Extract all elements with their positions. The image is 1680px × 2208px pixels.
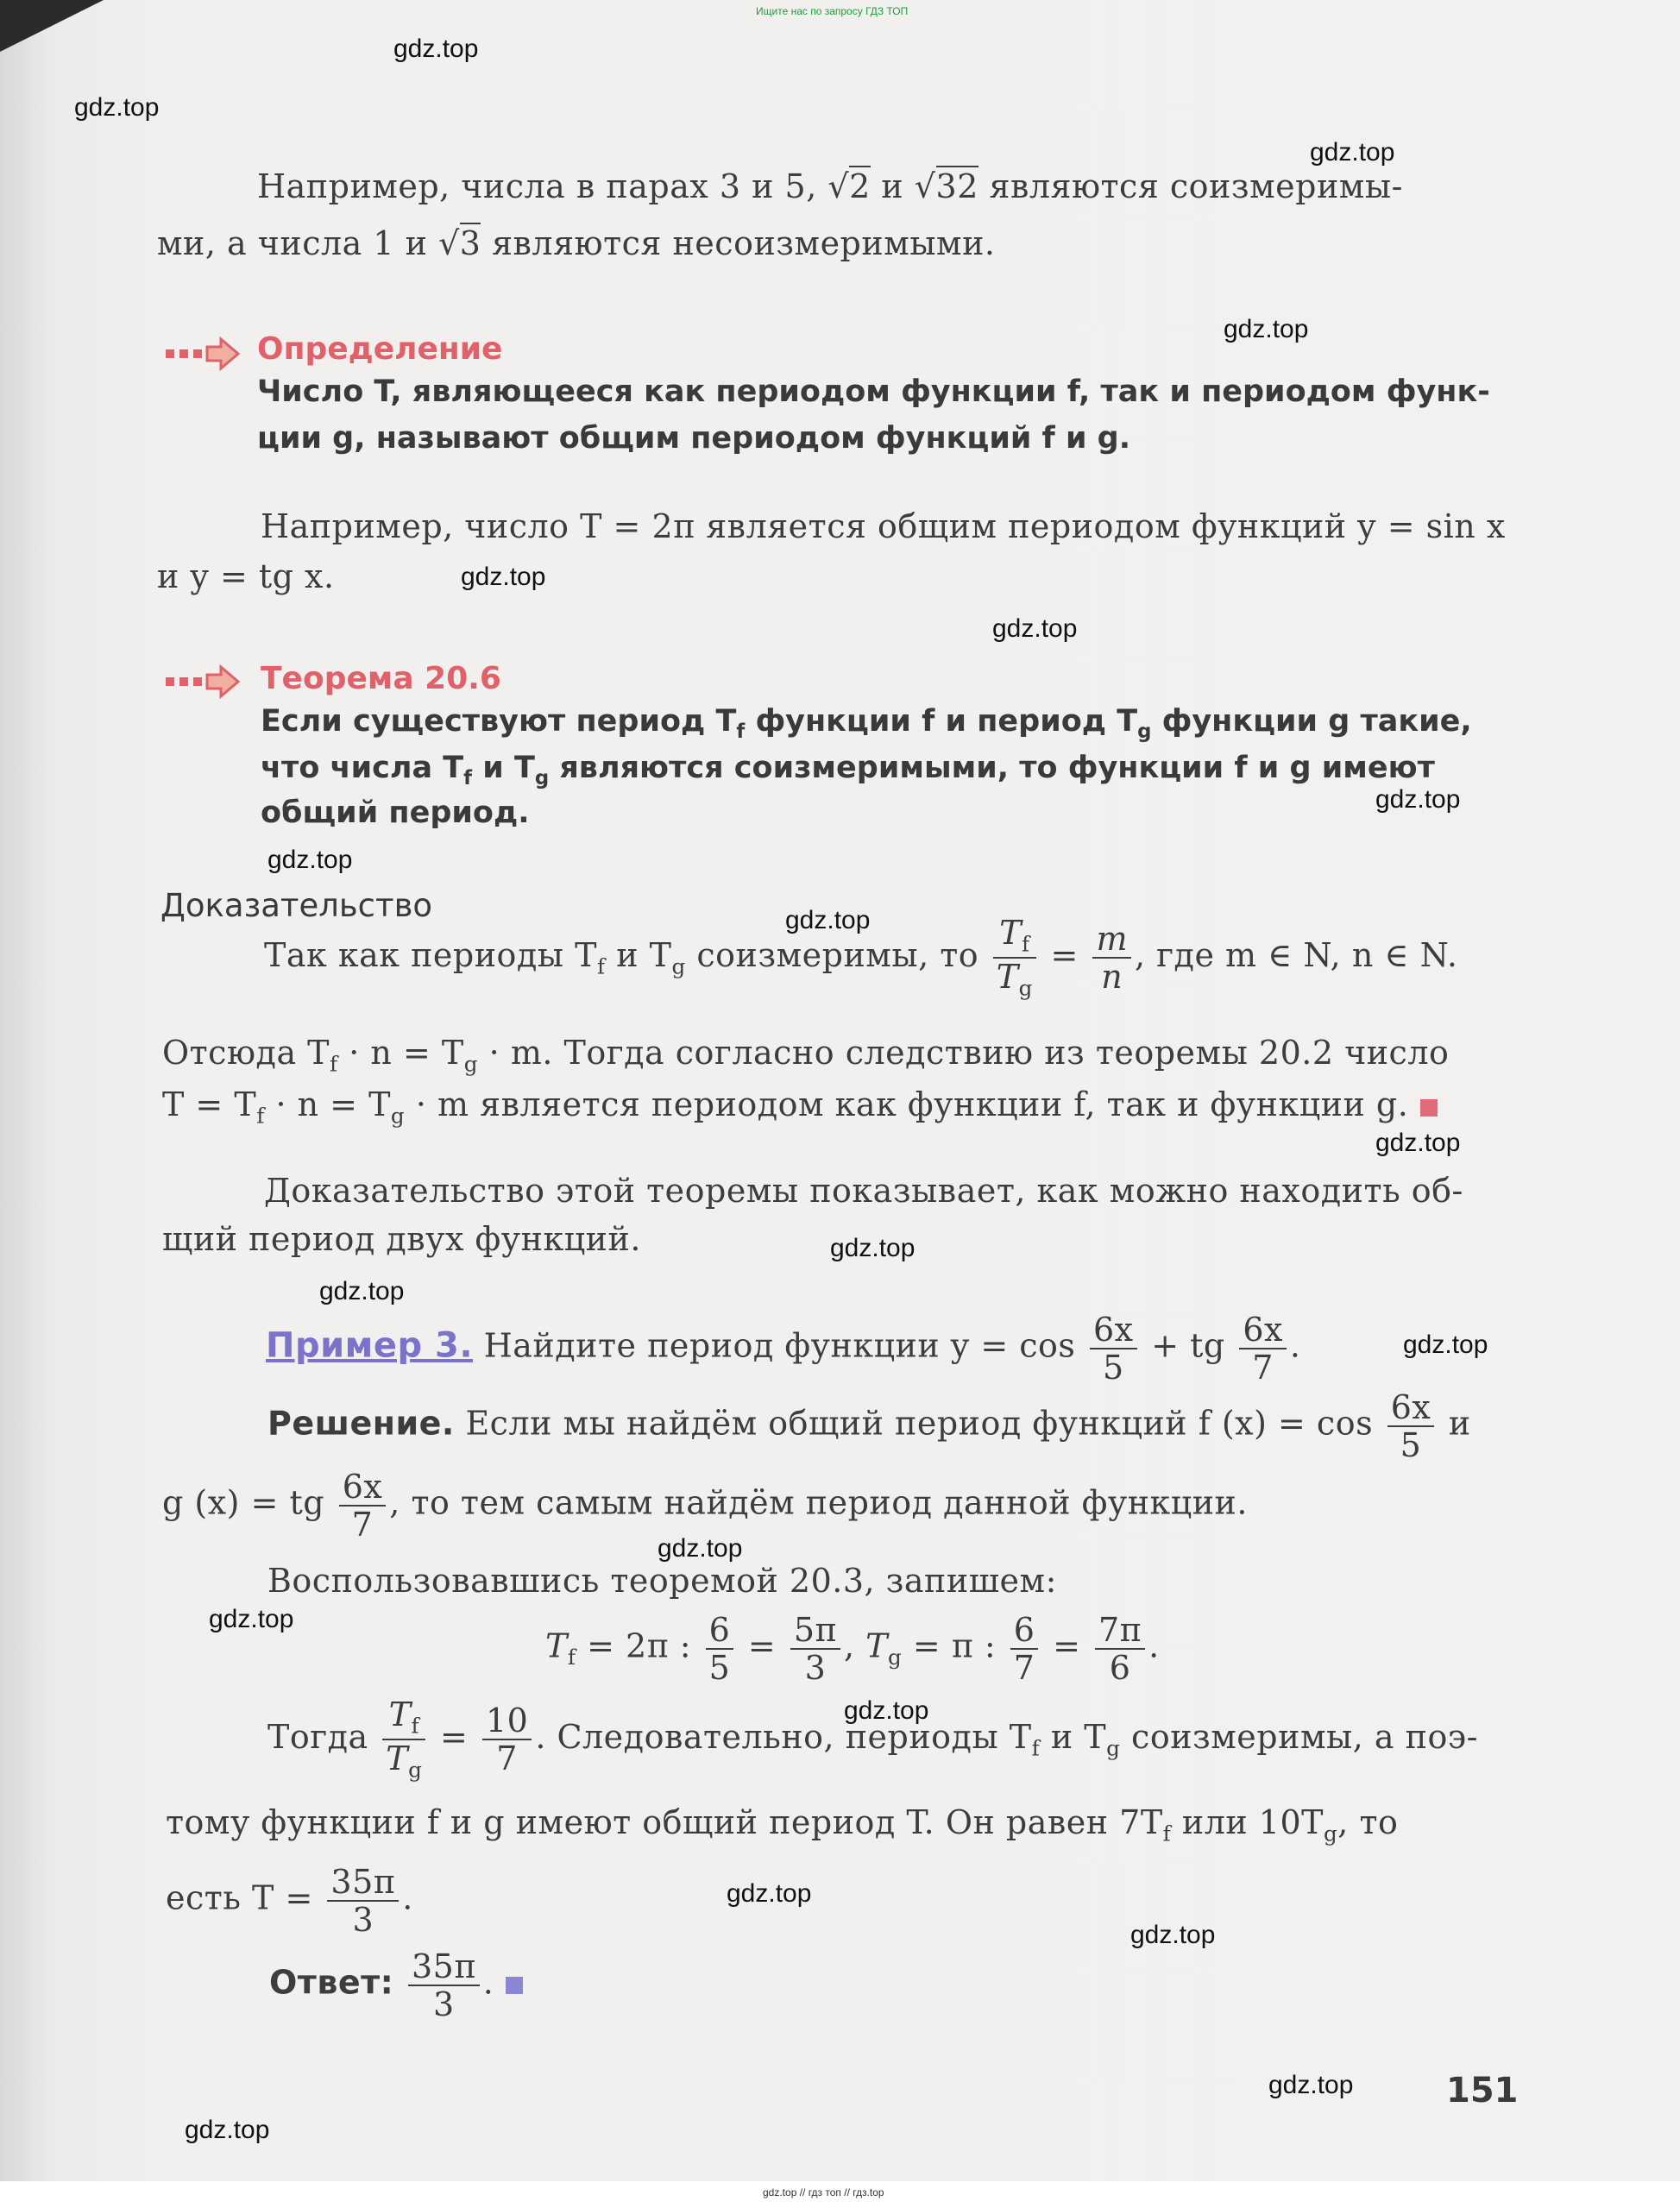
- solution-line: [267, 1389, 1471, 1463]
- fraction: $\frac{10}{7}$: [482, 1702, 532, 1777]
- text: являются соизмеримыми, то функции f и g имеют: [559, 751, 1435, 785]
- arrow-icon: [164, 664, 242, 699]
- watermark: gdz.top: [727, 1879, 812, 1908]
- text: или 10T: [1181, 1803, 1324, 1841]
- text: соизмеримы, то: [696, 935, 979, 974]
- footer-text: gdz.top // гдз топ // гдз.top: [763, 2186, 884, 2199]
- watermark: gdz.top: [461, 563, 546, 591]
- text: · m является периодом как функции f, так и функции g.: [415, 1085, 1409, 1123]
- sqrt-symbol: √: [827, 167, 850, 205]
- proof-line: Так как периоды $T_f$ и $T_g$ соизмеримы, то $\frac{T_f}{T_g}$ = $\frac{m}{n}$ , где m ∈ N, n ∈ N.: [264, 914, 1458, 1001]
- fraction: $\frac{5\pi}{3}$: [790, 1612, 840, 1686]
- fraction: $\frac{T_f}{T_g}$: [993, 915, 1036, 1002]
- paragraph-line: Например, число T = 2π является общим периодом функций y = sin x: [261, 507, 1506, 545]
- solution-line: есть T = $\frac{35\pi}{3}$ .: [166, 1863, 413, 1939]
- fraction: $\frac{35\pi}{3}$: [408, 1948, 480, 2022]
- subscript: g: [671, 953, 686, 979]
- text: являются несоизмеримыми.: [492, 224, 996, 262]
- watermark: gdz.top: [1310, 138, 1395, 167]
- text: = π :: [912, 1626, 997, 1665]
- text: соизмеримы, а поэ-: [1131, 1717, 1478, 1756]
- watermark: gdz.top: [74, 93, 160, 122]
- watermark: gdz.top: [209, 1605, 294, 1633]
- text: , то тем самым найдём период данной функции.: [389, 1483, 1248, 1522]
- radicand: 32: [935, 167, 978, 205]
- theorem-heading: Теорема 20.6: [261, 661, 501, 696]
- watermark: gdz.top: [1375, 1129, 1461, 1157]
- paragraph-line: и y = tg x.: [157, 557, 335, 595]
- text: , то: [1337, 1803, 1399, 1841]
- text: тому функции f и g имеют общий период T. Он равен 7T: [166, 1803, 1163, 1841]
- watermark: gdz.top: [830, 1234, 916, 1262]
- text: что числа T: [261, 751, 464, 785]
- numerator: m: [1096, 920, 1128, 959]
- subscript: g: [534, 767, 550, 789]
- text: + tg: [1151, 1326, 1225, 1365]
- text: и T: [482, 751, 535, 785]
- proof-line: Отсюда $T_f \cdot n = T_g \cdot m$. Тогда согласно следствию из теоремы 20.2 число: [162, 1034, 1450, 1077]
- remark-line: Доказательство этой теоремы показывает, как можно находить об-: [264, 1172, 1463, 1210]
- fraction: $\frac{6x}{7}$: [339, 1469, 387, 1543]
- text: Если мы найдём общий период функций f (x) = cos: [465, 1404, 1374, 1443]
- fraction: $\frac{6}{5}$: [706, 1612, 734, 1686]
- radicand: 3: [459, 224, 481, 262]
- definition-heading: Определение: [257, 331, 503, 367]
- solution-line: [162, 1469, 1248, 1543]
- text: · m. Тогда согласно следствию из теоремы 20.2 число: [488, 1034, 1450, 1072]
- numerator: T: [999, 914, 1022, 952]
- denominator: n: [1101, 958, 1123, 997]
- sqrt-symbol: √: [438, 224, 460, 262]
- text: и T: [616, 935, 672, 974]
- text: g (x) = tg: [162, 1483, 325, 1522]
- subscript: f: [736, 720, 746, 743]
- solution-line: Воспользовавшись теоремой 20.3, запишем:: [267, 1562, 1057, 1600]
- theorem-line: общий период.: [261, 796, 530, 830]
- text: Например, числа в парах 3 и 5,: [257, 167, 817, 205]
- top-banner: Ищите нас по запросу ГДЗ ТОП: [756, 5, 909, 17]
- text: Отсюда T: [162, 1034, 330, 1072]
- text: и: [1448, 1404, 1471, 1443]
- subscript: g: [1137, 720, 1152, 743]
- denominator: T: [996, 958, 1019, 997]
- answer-label: Ответ:: [269, 1963, 394, 2002]
- text: y = cos: [950, 1326, 1076, 1365]
- text: Так как периоды T: [264, 935, 597, 974]
- fraction: [1092, 921, 1131, 995]
- fraction: $\frac{6}{7}$: [1010, 1612, 1039, 1686]
- numerator: 6x: [1090, 1312, 1137, 1349]
- example-line: Пример 3. Найдите период функции y = cos $\frac{6x}{5}$ + tg $\frac{6x}{7}$ .: [266, 1311, 1301, 1387]
- fraction: [1090, 1312, 1137, 1386]
- watermark: gdz.top: [267, 846, 353, 874]
- text: и: [881, 167, 904, 205]
- subscript: f: [596, 953, 606, 979]
- watermark: gdz.top: [785, 906, 871, 934]
- watermark: gdz.top: [1130, 1921, 1216, 1949]
- solution-label: Решение.: [267, 1404, 455, 1443]
- text: Тогда: [267, 1717, 368, 1756]
- fraction: $\frac{T_f}{T_g}$: [382, 1696, 425, 1783]
- text: функции f и период T: [755, 704, 1138, 739]
- definition-line: ции g, называют общим периодом функций f и g.: [257, 421, 1131, 456]
- watermark: gdz.top: [1268, 2071, 1354, 2099]
- watermark: gdz.top: [1403, 1330, 1488, 1359]
- text: функции g такие,: [1161, 704, 1472, 739]
- fraction: $\frac{35\pi}{3}$: [327, 1864, 399, 1938]
- fraction: [1239, 1312, 1287, 1386]
- fraction: $\frac{7\pi}{6}$: [1095, 1612, 1145, 1686]
- theorem-line: [261, 751, 1435, 789]
- denominator: 7: [1252, 1349, 1274, 1387]
- numerator: 6x: [1239, 1312, 1287, 1349]
- text: . Следовательно, периоды T: [535, 1717, 1032, 1756]
- watermark: gdz.top: [185, 2116, 270, 2144]
- end-of-solution-icon: [506, 1977, 523, 1994]
- text: ми, а числа 1 и: [157, 224, 428, 262]
- denominator: 5: [1102, 1349, 1124, 1387]
- sqrt-symbol: √: [914, 167, 936, 205]
- arrow-icon: [164, 337, 242, 371]
- proof-line: $T = T_f \cdot n = T_g \cdot m$ является периодом как функции f, так и функции g.: [162, 1085, 1438, 1129]
- radicand: 2: [849, 167, 871, 205]
- watermark: gdz.top: [1224, 315, 1309, 343]
- text: Если существуют период T: [261, 704, 737, 739]
- end-of-proof-icon: [1420, 1099, 1438, 1117]
- watermark: gdz.top: [992, 614, 1078, 643]
- watermark: gdz.top: [844, 1696, 929, 1725]
- page-corner: [0, 0, 104, 52]
- answer-line: Ответ: $\frac{35\pi}{3}$ .: [269, 1948, 523, 2022]
- text: являются соизмеримы-: [989, 167, 1403, 205]
- text: T: [545, 1626, 568, 1665]
- paragraph-line: [157, 224, 995, 262]
- text: · n = T: [275, 1085, 391, 1123]
- solution-line: тому функции f и g имеют общий период T. Он равен $7T_f$ или $10T_g$, то: [166, 1803, 1399, 1846]
- subscript: f: [463, 767, 473, 789]
- remark-line: щий период двух функций.: [162, 1220, 641, 1258]
- text: = 2π :: [587, 1626, 692, 1665]
- fraction: $\frac{6x}{5}$: [1387, 1389, 1435, 1463]
- solution-line: Тогда $\frac{T_f}{T_g}$ = $\frac{10}{7}$ . Следовательно, периоды $T_f$ и $T_g$ соизмеримы, а поэ-: [267, 1695, 1478, 1783]
- theorem-line: [261, 704, 1472, 743]
- watermark: gdz.top: [1375, 785, 1461, 814]
- watermark: gdz.top: [658, 1534, 743, 1563]
- text: · n = T: [349, 1034, 464, 1072]
- text: Найдите период функции: [483, 1326, 941, 1365]
- text: есть T =: [166, 1878, 313, 1917]
- text: и T: [1050, 1717, 1107, 1756]
- text: , где m ∈ N, n ∈ N.: [1134, 935, 1458, 974]
- watermark: gdz.top: [319, 1277, 405, 1305]
- example-link[interactable]: Пример 3.: [266, 1325, 474, 1366]
- text: T: [865, 1626, 889, 1665]
- definition-line: Число T, являющееся как периодом функции f, так и периодом функ-: [257, 374, 1490, 409]
- formula-line: $T_f = 2\pi$ : $\frac{6}{5}$ = $\frac{5\pi}{3}$ , $T_g = \pi$ : $\frac{6}{7}$ = $\frac{7\pi}{6}$ .: [545, 1611, 1160, 1687]
- page-number: 151: [1446, 2071, 1519, 2110]
- paragraph-line: [257, 167, 1403, 205]
- text: T = T: [162, 1085, 257, 1123]
- watermark: gdz.top: [393, 35, 479, 63]
- proof-heading: Доказательство: [160, 887, 433, 924]
